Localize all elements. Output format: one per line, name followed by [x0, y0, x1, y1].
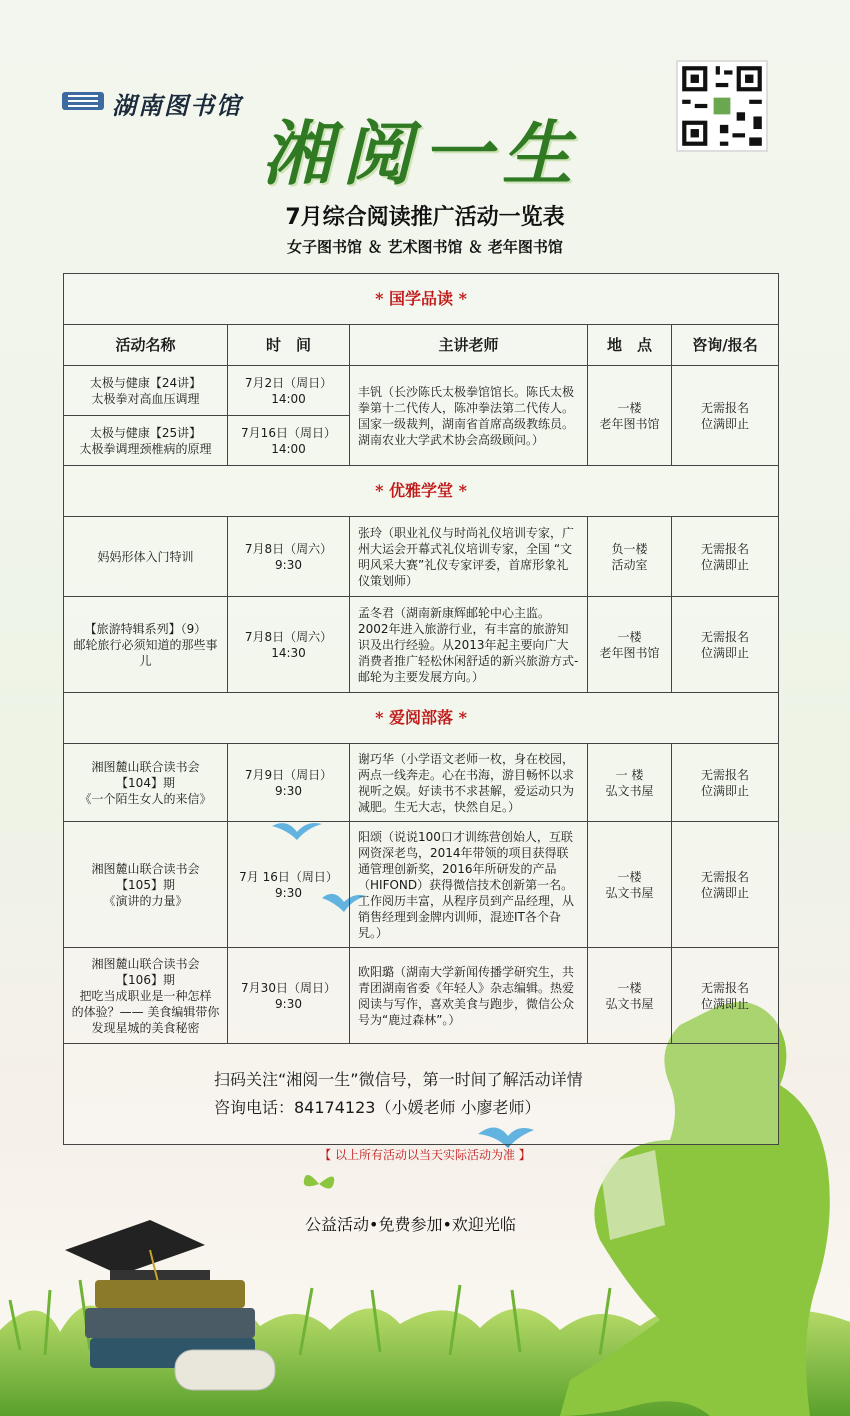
activity-schedule-table	[63, 273, 779, 1145]
contact-info	[64, 1044, 779, 1145]
activity-time: 7月30日（周日） 9:30	[228, 948, 350, 1044]
section-title-youya: * 优雅学堂 *	[64, 466, 779, 517]
activity-place: 负一楼 活动室	[588, 517, 672, 597]
section-title-guoxue: * 国学品读 *	[64, 274, 779, 325]
header-time: 时 间	[228, 325, 350, 366]
activity-name: 湘图麓山联合读书会 【105】期 《演讲的力量》	[64, 822, 228, 948]
teacher-bio: 谢巧华（小学语文老师一枚，身在校园，两点一线奔走。心在书海，游目畅怀以求视听之娱。好读书不求甚解，爱运动只为减肥。生无大志，快然自足。）	[350, 744, 588, 822]
teacher-bio: 张玲（职业礼仪与时尚礼仪培训专家，广州大运会开幕式礼仪培训专家，全国 “文明风采大赛”礼仪专家评委，首席形象礼仪策划师）	[350, 517, 588, 597]
activity-time: 7月 16日（周日） 9:30	[228, 822, 350, 948]
brand-title: 湘阅一生	[262, 112, 582, 195]
activity-time: 7月2日（周日） 14:00	[228, 366, 350, 416]
wechat-follow-text: 扫码关注“湘阅一生”微信号，第一时间了解活动详情	[214, 1070, 583, 1089]
teacher-bio: 欧阳璐（湖南大学新闻传播学研究生，共青团湖南省委《年轻人》杂志编辑。热爱阅读与写作，喜欢美食与跑步，微信公众号为“鹿过森林”。）	[350, 948, 588, 1044]
activity-signup: 无需报名 位满即止	[672, 948, 779, 1044]
table-row	[64, 517, 779, 597]
teacher-bio: 孟冬君（湖南新康辉邮轮中心主监。2002年进入旅游行业，有丰富的旅游知识及出行经验。从2013年起主要向广大消费者推广轻松休闲舒适的新兴旅游方式-邮轮为主要发展方向。）	[350, 597, 588, 693]
activity-place: 一 楼 弘文书屋	[588, 744, 672, 822]
venue-list: 女子图书馆 ＆ 艺术图书馆 ＆ 老年图书馆	[287, 238, 563, 256]
activity-time: 7月9日（周日） 9:30	[228, 744, 350, 822]
activity-name: 妈妈形体入门特训	[64, 517, 228, 597]
table-header-row	[64, 325, 779, 366]
section-row	[64, 274, 779, 325]
qr-code-icon[interactable]	[676, 60, 768, 152]
header-teacher: 主讲老师	[350, 325, 588, 366]
table-row	[64, 822, 779, 948]
activity-signup: 无需报名 位满即止	[672, 744, 779, 822]
library-name: 湖南图书馆	[112, 91, 242, 120]
section-title-aiyue: * 爱阅部落 *	[64, 693, 779, 744]
activity-signup: 无需报名 位满即止	[672, 517, 779, 597]
activity-place: 一楼 弘文书屋	[588, 822, 672, 948]
header-activity-name: 活动名称	[64, 325, 228, 366]
butterfly-icon	[302, 1168, 336, 1200]
activity-name: 湘图麓山联合读书会 【104】期 《一个陌生女人的来信》	[64, 744, 228, 822]
teacher-bio: 阳颂（说说100口才训练营创始人，互联网资深老鸟，2014年带领的项目获得联通管理创新奖，2016年所研发的产品（HIFOND）获得微信技术创新第一名。工作阅历丰富，从程序员到产品经理，从销售经理到金牌内训师，混迹IT各个旮旯。）	[350, 822, 588, 948]
slogan: 公益活动•免费参加•欢迎光临	[305, 1215, 516, 1234]
disclaimer-notice: 【 以上所有活动以当天实际活动为准 】	[319, 1148, 531, 1162]
library-logo-icon	[62, 88, 104, 114]
table-row	[64, 366, 779, 416]
activity-signup: 无需报名 位满即止	[672, 597, 779, 693]
table-row	[64, 744, 779, 822]
page-title: 7月综合阅读推广活动一览表	[285, 205, 565, 230]
table-row	[64, 597, 779, 693]
activity-signup: 无需报名 位满即止	[672, 822, 779, 948]
section-row	[64, 693, 779, 744]
activity-place: 一楼 老年图书馆	[588, 366, 672, 466]
table-row	[64, 948, 779, 1044]
header-signup: 咨询/报名	[672, 325, 779, 366]
activity-place: 一楼 弘文书屋	[588, 948, 672, 1044]
contact-row	[64, 1044, 779, 1145]
header-place: 地 点	[588, 325, 672, 366]
activity-time: 7月16日（周日） 14:00	[228, 416, 350, 466]
activity-name: 【旅游特辑系列】（9） 邮轮旅行必须知道的那些事儿	[64, 597, 228, 693]
books-illustration	[55, 1220, 285, 1400]
activity-name: 太极与健康【24讲】 太极拳对高血压调理	[64, 366, 228, 416]
contact-phone: 咨询电话：84174123（小媛老师 小廖老师）	[214, 1098, 541, 1117]
activity-place: 一楼 老年图书馆	[588, 597, 672, 693]
activity-name: 湘图麓山联合读书会 【106】期 把吃当成职业是一种怎样 的体验？—— 美食编辑带你 发现星城的美食秘密	[64, 948, 228, 1044]
activity-time: 7月8日（周六） 9:30	[228, 517, 350, 597]
section-row	[64, 466, 779, 517]
activity-time: 7月8日（周六） 14:30	[228, 597, 350, 693]
teacher-bio: 丰钒（长沙陈氏太极拳馆馆长。陈氏太极拳第十二代传人，陈冲拳法第二代传人。国家一级裁判，湖南省首席高级教练员。湖南农业大学武术协会高级顾问。）	[350, 366, 588, 466]
activity-signup: 无需报名 位满即止	[672, 366, 779, 466]
activity-name: 太极与健康【25讲】 太极拳调理颈椎病的原理	[64, 416, 228, 466]
